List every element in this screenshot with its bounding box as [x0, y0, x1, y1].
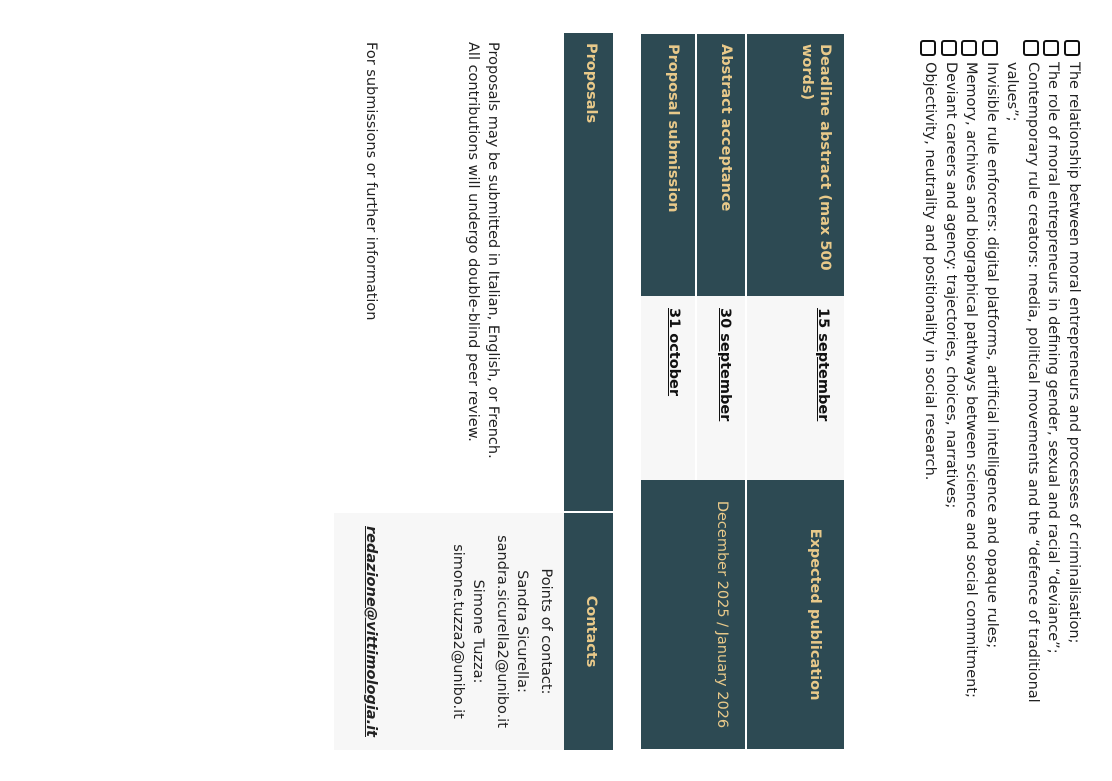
list-item: Invisible rule enforcers: digital platforms, artificial intelligence and opaque rules; — [982, 40, 1003, 720]
schedule-date-cell-3 — [641, 296, 695, 480]
deadline-date: 15 september — [815, 308, 831, 422]
checkbox-icon — [1044, 40, 1060, 56]
schedule-date-cell-1 — [747, 296, 844, 480]
proposals-languages: Proposals may be submitted in Italian, English, or French. — [485, 42, 501, 459]
contacts-header: Contacts — [564, 513, 613, 750]
schedule-date-cell-2 — [697, 296, 745, 480]
list-item: Contemporary rule creators: media, political movements and the “defence of traditional values”; — [1002, 40, 1043, 720]
contact-name-2: Simone Tuzza: — [470, 579, 486, 684]
publication-header-cell: Expected publication — [747, 480, 844, 749]
schedule-label-cell-1: Deadline abstract (max 500 words) — [747, 34, 844, 296]
checkbox-icon — [1023, 40, 1039, 56]
checkbox-icon — [941, 40, 957, 56]
topic-list — [920, 40, 1084, 720]
list-item: Objectivity, neutrality and positionality in social research. — [920, 40, 941, 720]
checkbox-icon — [982, 40, 998, 56]
proposals-header: Proposals — [564, 33, 613, 511]
contact-name-1: Sandra Sicurella: — [514, 570, 530, 693]
list-item: The role of moral entrepreneurs in defining gender, sexual and racial “deviance”; — [1043, 40, 1064, 720]
submission-date: 31 october — [666, 308, 682, 397]
contact-email-2[interactable]: simone.tuzza2@unibo.it — [450, 544, 466, 719]
proposals-review: All contributions will undergo double-blind peer review. — [465, 42, 481, 442]
contact-email-1[interactable]: sandra.sicurella2@unibo.it — [494, 535, 510, 728]
list-item: Memory, archives and biographical pathways between science and social commitment; — [961, 40, 982, 720]
publication-value-cell: December 2025 / January 2026 — [641, 480, 745, 749]
checkbox-icon — [962, 40, 978, 56]
contacts-intro: Points of contact: — [538, 568, 554, 695]
list-item: Deviant careers and agency: trajectories, choices, narratives; — [941, 40, 962, 720]
submissions-text: For submissions or further information — [363, 42, 379, 321]
acceptance-date: 30 september — [717, 308, 733, 422]
list-item: The relationship between moral entrepreneurs and processes of criminalisation; — [1064, 40, 1085, 720]
editorial-email[interactable]: redazione@vittimologia.it — [363, 526, 379, 737]
checkbox-icon — [921, 40, 937, 56]
checkbox-icon — [1064, 40, 1080, 56]
schedule-label-cell-3: Proposal submission — [641, 34, 695, 296]
schedule-label-cell-2: Abstract acceptance — [697, 34, 745, 296]
